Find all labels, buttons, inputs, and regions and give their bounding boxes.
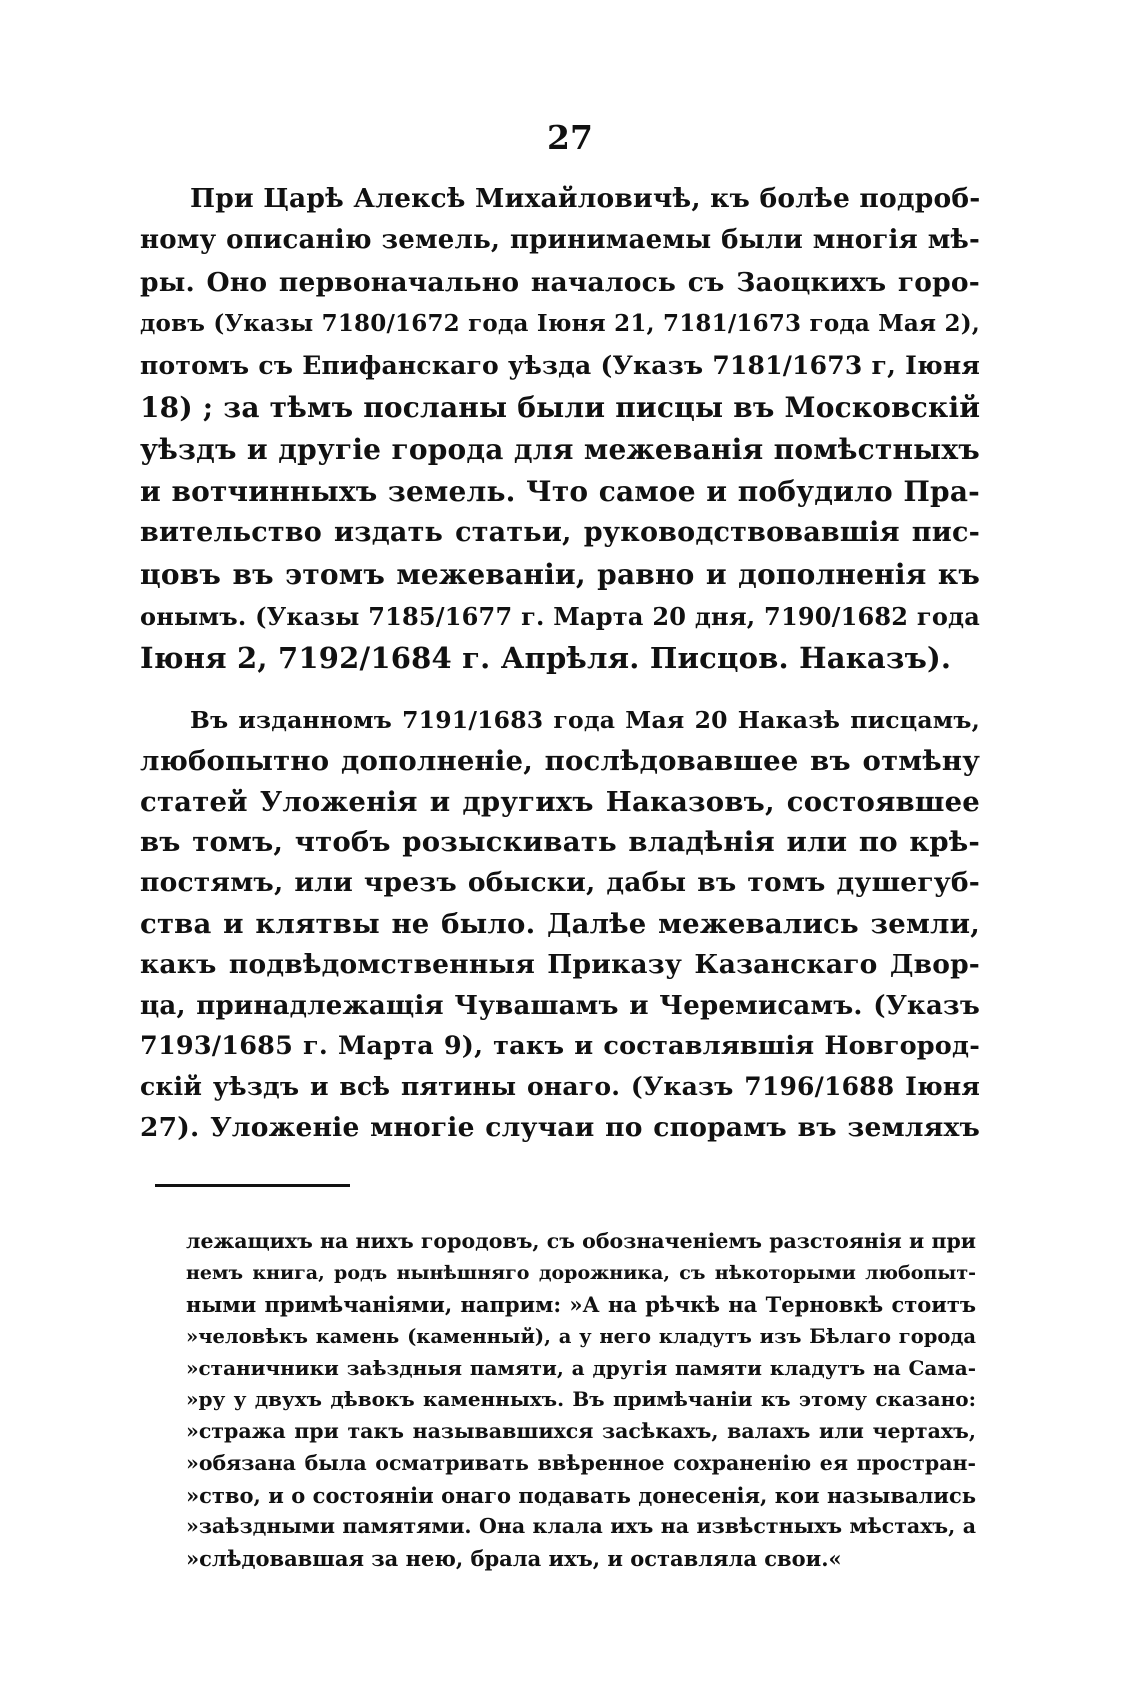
text-line: скій уѣздъ и всѣ пятины онаго. (Указъ 7196/1688 Іюня <box>140 1072 980 1102</box>
footnote-line: »стража при такъ называвшихся засѣкахъ, валахъ или чертахъ, <box>186 1419 976 1444</box>
footnote-line: »заѣздными памятями. Она клала ихъ на извѣстныхъ мѣстахъ, а <box>186 1514 976 1539</box>
text-line: Въ изданномъ 7191/1683 года Мая 20 Наказѣ писцамъ, <box>190 706 980 734</box>
footnote-line: »слѣдовавшая за нею, брала ихъ, и оставляла свои.« <box>186 1545 842 1571</box>
text-line: ства и клятвы не было. Далѣе межевались земли, <box>140 907 980 940</box>
text-line: статей Уложенія и другихъ Наказовъ, состоявшее <box>140 785 980 818</box>
text-line: въ томъ, чтобъ розыскивать владѣнія или по крѣ- <box>140 826 980 859</box>
footnote-line: »обязана была осматривать ввѣренное сохраненію ея простран- <box>186 1450 976 1475</box>
footnote-line: »человѣкъ камень (каменный), а у него кладутъ изъ Бѣлаго города <box>186 1325 976 1349</box>
paragraph-1 <box>140 178 980 680</box>
text-line: Іюня 2, 7192/1684 г. Апрѣля. Писцов. Наказъ). <box>140 640 952 675</box>
footnote-line: лежащихъ на нихъ городовъ, съ обозначеніемъ разстоянія и при <box>186 1229 976 1253</box>
footnote-separator <box>155 1184 350 1187</box>
footnote-line: »ру у двухъ дѣвокъ каменныхъ. Въ примѣчаніи къ этому сказано: <box>186 1387 976 1412</box>
footnote-line: ными примѣчаніями, наприм: »А на рѣчкѣ на Терновкѣ стоитъ <box>186 1292 976 1318</box>
footnote-line: немъ книга, родъ нынѣшняго дорожника, съ нѣкоторыми любопыт- <box>186 1261 976 1284</box>
text-line: При Царѣ Алексѣ Михайловичѣ, къ болѣе подроб- <box>190 183 981 214</box>
text-line: ры. Оно первоначально началось съ Заоцкихъ горо- <box>140 266 980 298</box>
paragraph-2 <box>140 700 980 1149</box>
text-line: 27). Уложеніе многіе случаи по спорамъ въ земляхъ <box>140 1111 980 1143</box>
text-line: ному описанію земель, принимаемы были многія мѣ- <box>140 224 980 255</box>
text-line: 18) ; за тѣмъ посланы были писцы въ Московскій <box>140 390 981 424</box>
footnote <box>186 1226 976 1575</box>
text-line: вительство издать статьи, руководствовавшія пис- <box>140 517 980 549</box>
text-line: цовъ въ этомъ межеваніи, равно и дополненія къ <box>140 558 980 592</box>
footnote-line: »станичники заѣздныя памяти, а другія памяти кладутъ на Сама- <box>186 1355 976 1380</box>
text-line: потомъ съ Епифанскаго уѣзда (Указъ 7181/1673 г, Іюня <box>140 351 980 381</box>
text-line: постямъ, или чрезъ обыски, дабы въ томъ душегуб- <box>140 867 980 899</box>
text-line: и вотчинныхъ земель. Что самое и побудило Пра- <box>140 474 980 508</box>
text-line: уѣздъ и другіе города для межеванія помѣстныхъ <box>140 432 980 466</box>
text-line: онымъ. (Указы 7185/1677 г. Марта 20 дня, 7190/1682 года <box>140 601 980 631</box>
text-line: какъ подвѣдомственныя Приказу Казанскаго Двор- <box>140 948 980 980</box>
text-line: довъ (Указы 7180/1672 года Іюня 21, 7181/1673 года Мая 2), <box>140 310 980 338</box>
text-line: 7193/1685 г. Марта 9), такъ и составлявшія Новгород- <box>140 1031 980 1062</box>
text-line: любопытно дополненіе, послѣдовавшее въ отмѣну <box>140 744 980 777</box>
footnote-line: »ство, и о состояніи онаго подавать донесенія, кои назывались <box>186 1482 976 1508</box>
page-number: 27 <box>547 118 593 157</box>
text-line: ца, принадлежащія Чувашамъ и Черемисамъ. (Указъ <box>140 990 980 1021</box>
